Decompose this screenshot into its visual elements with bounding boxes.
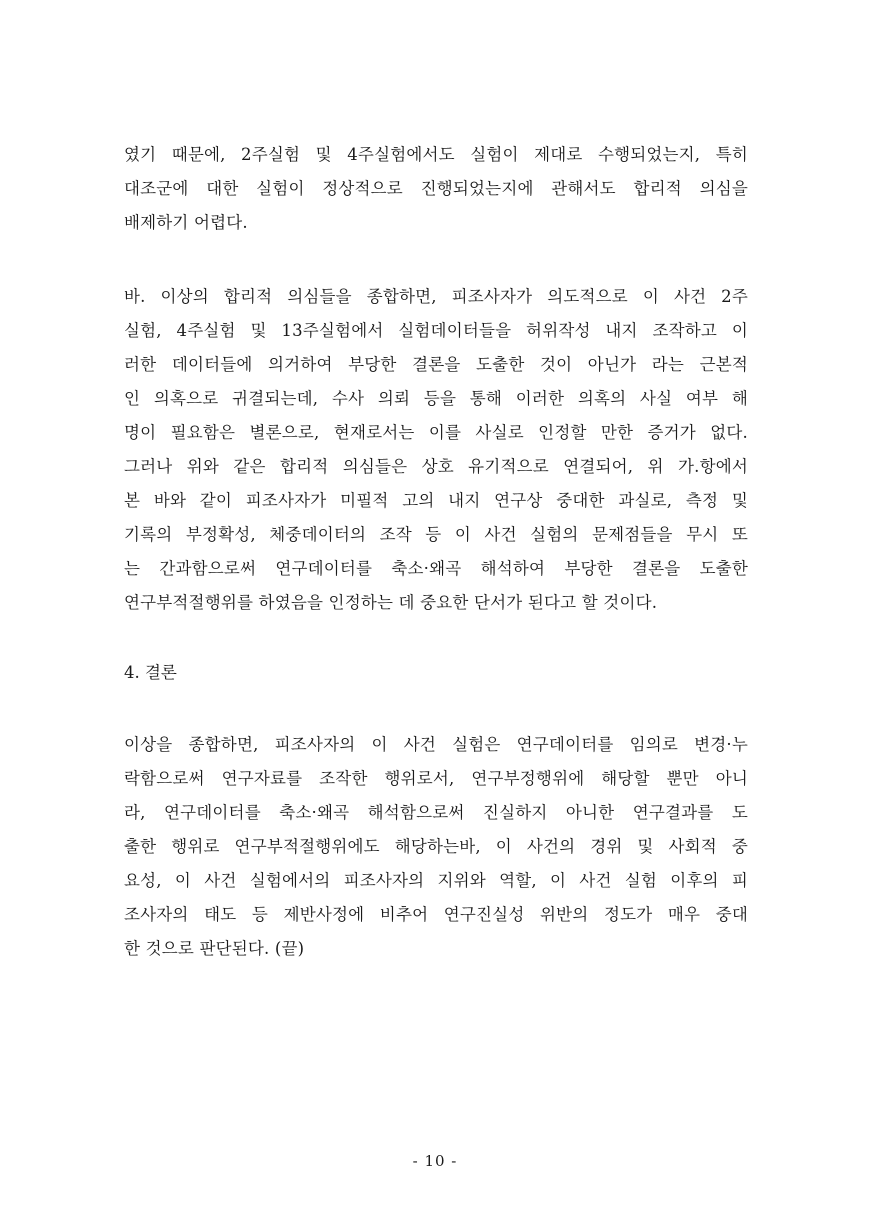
- page-number: - 10 -: [412, 1152, 458, 1170]
- text-line: 한 것으로 판단된다. (끝): [124, 939, 305, 958]
- text-line: 는 간과함으로써 연구데이터를 축소·왜곡 해석하여 부당한 결론을 도출한: [124, 559, 748, 578]
- text-line: 였기 때문에, 2주실험 및 4주실험에서도 실험이 제대로 수행되었는지, 특히: [124, 145, 748, 164]
- text-line: 연구부적절행위를 하였음을 인정하는 데 중요한 단서가 된다고 할 것이다.: [124, 593, 658, 612]
- paragraph-conclusion: [124, 728, 748, 966]
- text-line: 출한 행위로 연구부적절행위에도 해당하는바, 이 사건의 경위 및 사회적 중: [124, 837, 748, 856]
- text-line: 바. 이상의 합리적 의심들을 종합하면, 피조사자가 의도적으로 이 사건 2주: [124, 287, 748, 306]
- text-line: 대조군에 대한 실험이 정상적으로 진행되었는지에 관해서도 합리적 의심을: [124, 179, 748, 198]
- text-line: 조사자의 태도 등 제반사정에 비추어 연구진실성 위반의 정도가 매우 중대: [124, 905, 748, 924]
- text-line: 명이 필요함은 별론으로, 현재로서는 이를 사실로 인정할 만한 증거가 없다.: [124, 423, 748, 442]
- text-line: 라, 연구데이터를 축소·왜곡 해석함으로써 진실하지 아니한 연구결과를 도: [124, 803, 748, 822]
- text-line: 이상을 종합하면, 피조사자의 이 사건 실험은 연구데이터를 임의로 변경·누: [124, 735, 748, 754]
- text-line: 기록의 부정확성, 체중데이터의 조작 등 이 사건 실험의 문제점들을 무시 또: [124, 525, 748, 544]
- text-line: 락함으로써 연구자료를 조작한 행위로서, 연구부정행위에 해당할 뿐만 아니: [124, 769, 748, 788]
- text-line: 요성, 이 사건 실험에서의 피조사자의 지위와 역할, 이 사건 실험 이후의 피: [124, 871, 748, 890]
- text-line: 그러나 위와 같은 합리적 의심들은 상호 유기적으로 연결되어, 위 가.항에서: [124, 457, 748, 476]
- text-line: 러한 데이터들에 의거하여 부당한 결론을 도출한 것이 아닌가 라는 근본적: [124, 355, 748, 374]
- text-line: 배제하기 어렵다.: [124, 213, 248, 232]
- text-line: 인 의혹으로 귀결되는데, 수사 의뢰 등을 통해 이러한 의혹의 사실 여부 해: [124, 389, 748, 408]
- paragraph-continuation: [124, 138, 748, 240]
- section-heading: 4. 결론: [124, 663, 177, 682]
- paragraph-ba: [124, 280, 748, 620]
- text-line: 본 바와 같이 피조사자가 미필적 고의 내지 연구상 중대한 과실로, 측정 및: [124, 491, 748, 510]
- text-line: 실험, 4주실험 및 13주실험에서 실험데이터들을 허위작성 내지 조작하고 이: [124, 321, 748, 340]
